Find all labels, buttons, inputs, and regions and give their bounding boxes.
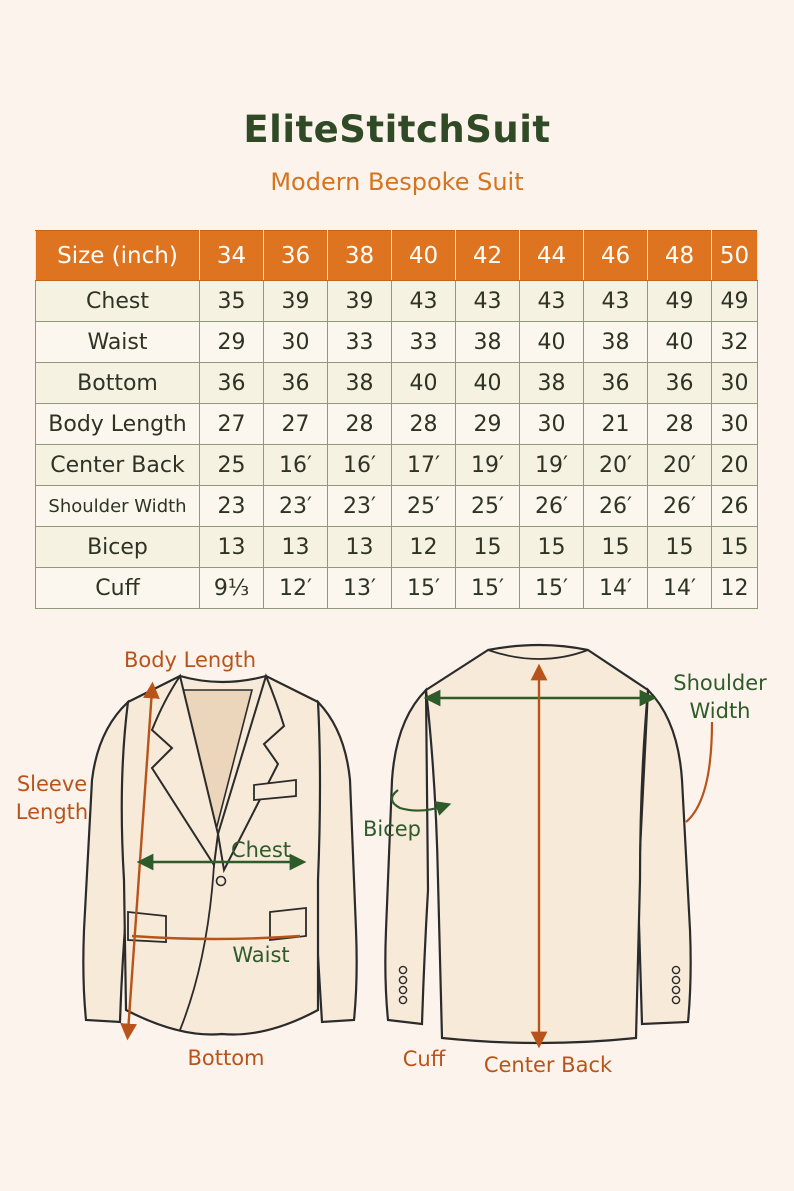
waist-label: Waist [232,943,290,967]
table-cell: 43 [584,281,648,322]
table-cell: 25′ [456,486,520,527]
table-cell: 33 [328,322,392,363]
table-cell: 35 [200,281,264,322]
cuff-button-icon [672,986,679,993]
table-cell: 15′ [456,568,520,609]
back-right-sleeve-shape [638,690,691,1024]
brand-title: EliteStitchSuit [243,108,551,151]
table-cell: 43 [392,281,456,322]
table-cell: 13′ [328,568,392,609]
table-cell: 28 [392,404,456,445]
table-cell: 49 [648,281,712,322]
table-cell: 15 [712,527,758,568]
table-cell: 26′ [648,486,712,527]
table-cell: 21 [584,404,648,445]
back-body-shape [426,645,648,1043]
table-cell: 16′ [264,445,328,486]
table-row [36,527,758,568]
size-header-cell: 42 [456,231,520,281]
center-back-label: Center Back [483,1053,613,1077]
table-cell: 30 [264,322,328,363]
size-header-cell: 38 [328,231,392,281]
table-cell: 33 [392,322,456,363]
size-header-label: Size (inch) [36,231,200,281]
table-row [36,281,758,322]
front-jacket-illustration [83,676,356,1035]
cuff-button-icon [672,966,679,973]
table-cell: 25 [200,445,264,486]
table-cell: 28 [648,404,712,445]
table-cell: 20 [712,445,758,486]
row-label: Center Back [36,445,200,486]
table-cell: 32 [712,322,758,363]
table-cell: 25′ [392,486,456,527]
table-cell: 36 [648,363,712,404]
table-row [36,445,758,486]
row-label: Shoulder Width [36,486,200,527]
size-header-cell: 44 [520,231,584,281]
table-cell: 13 [264,527,328,568]
row-label: Waist [36,322,200,363]
table-cell: 13 [200,527,264,568]
size-header-row [36,231,758,281]
left-sleeve-shape [83,702,128,1022]
table-cell: 40 [648,322,712,363]
back-left-sleeve-shape [385,690,428,1024]
table-cell: 12 [712,568,758,609]
table-cell: 39 [264,281,328,322]
row-label: Bicep [36,527,200,568]
table-cell: 49 [712,281,758,322]
table-cell: 26 [712,486,758,527]
table-cell: 38 [328,363,392,404]
size-header-cell: 46 [584,231,648,281]
shoulder-width-label-line2: Width [689,699,751,723]
table-cell: 15′ [392,568,456,609]
row-label: Cuff [36,568,200,609]
table-cell: 30 [712,363,758,404]
table-cell: 36 [200,363,264,404]
table-cell: 43 [456,281,520,322]
size-header-cell: 40 [392,231,456,281]
table-cell: 38 [456,322,520,363]
table-cell: 26′ [520,486,584,527]
shoulder-pointer-line [686,722,712,822]
size-header-cell: 34 [200,231,264,281]
table-cell: 9⅓ [200,568,264,609]
table-cell: 23 [200,486,264,527]
table-cell: 12′ [264,568,328,609]
body-length-label: Body Length [123,648,257,672]
table-cell: 29 [456,404,520,445]
table-cell: 36 [584,363,648,404]
table-cell: 36 [264,363,328,404]
cuff-button-icon [399,966,406,973]
sleeve-length-label-line1: Sleeve [16,772,88,796]
table-cell: 17′ [392,445,456,486]
table-cell: 14′ [584,568,648,609]
table-cell: 38 [584,322,648,363]
row-label: Body Length [36,404,200,445]
table-cell: 40 [456,363,520,404]
table-cell: 27 [200,404,264,445]
table-cell: 15 [456,527,520,568]
table-cell: 19′ [456,445,520,486]
table-cell: 16′ [328,445,392,486]
measurement-diagram [0,630,794,1080]
chest-label: Chest [230,838,292,862]
table-cell: 15 [520,527,584,568]
bicep-label: Bicep [362,817,422,841]
cuff-button-icon [672,996,679,1003]
table-cell: 30 [520,404,584,445]
table-cell: 27 [264,404,328,445]
size-header-cell: 36 [264,231,328,281]
table-cell: 28 [328,404,392,445]
right-hip-pocket-shape [270,908,306,940]
table-cell: 40 [392,363,456,404]
row-label: Chest [36,281,200,322]
table-cell: 38 [520,363,584,404]
table-cell: 26′ [584,486,648,527]
table-cell: 29 [200,322,264,363]
product-subtitle: Modern Bespoke Suit [270,168,524,196]
cuff-button-icon [399,986,406,993]
bottom-label: Bottom [187,1046,265,1070]
cuff-button-icon [672,976,679,983]
sleeve-length-label-line2: Length [15,800,89,824]
size-chart-table [35,230,758,609]
shoulder-width-label-line1: Shoulder [673,671,767,695]
table-cell: 15′ [520,568,584,609]
size-header-cell: 48 [648,231,712,281]
table-cell: 43 [520,281,584,322]
table-cell: 23′ [264,486,328,527]
jacket-button-shape [217,877,226,886]
size-header-cell: 50 [712,231,758,281]
cuff-button-icon [399,996,406,1003]
table-cell: 19′ [520,445,584,486]
table-cell: 39 [328,281,392,322]
table-row [36,568,758,609]
table-row [36,363,758,404]
table-cell: 30 [712,404,758,445]
table-cell: 14′ [648,568,712,609]
cuff-label: Cuff [402,1047,446,1071]
table-cell: 12 [392,527,456,568]
table-cell: 20′ [648,445,712,486]
row-label: Bottom [36,363,200,404]
table-cell: 15 [648,527,712,568]
table-cell: 13 [328,527,392,568]
table-cell: 23′ [328,486,392,527]
table-cell: 40 [520,322,584,363]
table-row [36,404,758,445]
table-cell: 20′ [584,445,648,486]
cuff-button-icon [399,976,406,983]
table-row [36,322,758,363]
table-row [36,486,758,527]
table-cell: 15 [584,527,648,568]
